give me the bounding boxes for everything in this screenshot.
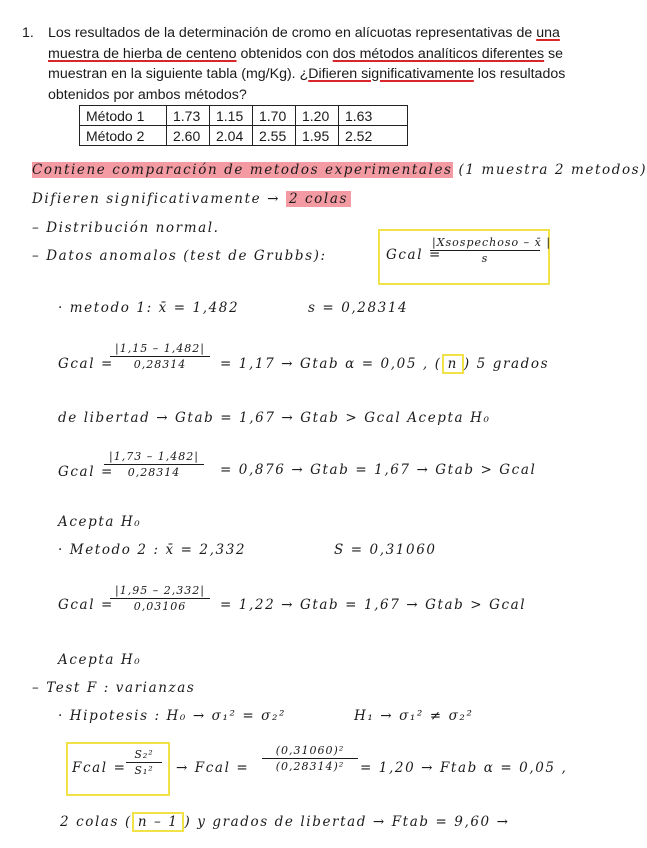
accept-h0-1: Acepta H₀ xyxy=(58,514,142,530)
grubbs-numerator: |Xsospechoso – x̄ | xyxy=(432,236,552,249)
n-box: n xyxy=(442,354,464,374)
f2-fraction: $\frac{\text{(0,31060)²}}{\text{(0,28314)²}}$ xyxy=(262,744,358,773)
method2-mean: · Metodo 2 : x̄ = 2,332 xyxy=(58,542,247,558)
method2-sd: S = 0,31060 xyxy=(334,542,437,558)
highlight-comparison: Contiene comparación de metodos experimentales xyxy=(32,162,453,178)
table-cell: 1.15 xyxy=(210,106,253,126)
table-cell: 1.73 xyxy=(167,106,210,126)
table-row xyxy=(80,126,408,146)
accept-h0-2: Acepta H₀ xyxy=(58,652,142,668)
hypothesis-h1: H₁ → σ₁² ≠ σ₂² xyxy=(354,708,474,724)
note-line-1: Contiene comparación de metodos experimentales (1 muestra 2 metodos) xyxy=(32,162,647,178)
table-cell: 1.20 xyxy=(296,106,339,126)
test-f-heading: – Test F : varianzas xyxy=(32,680,196,696)
question xyxy=(22,23,582,105)
g2-fraction: $\frac{|1,73 - 1,482|}{0,28314}$ xyxy=(104,450,204,479)
g1-result: = 1,17 → Gtab α = 0,05 , ( n ) 5 grados xyxy=(220,356,550,372)
note-line-3: – Distribución normal. xyxy=(32,220,220,236)
row-label: Método 2 xyxy=(80,126,167,146)
f-lhs: Fcal = xyxy=(72,760,127,776)
f-result: = 1,20 → Ftab α = 0,05 , xyxy=(360,760,568,776)
g3-result: = 1,22 → Gtab = 1,67 → Gtab > Gcal xyxy=(220,597,527,613)
grubbs-denominator: s xyxy=(481,252,489,265)
grubbs-fraction xyxy=(430,236,552,265)
question-text: Los resultados de la determinación de cromo en alícuotas representativas de una muestra de hierba de centeno obtenidos con dos métodos analíticos diferentes se muestran en la siguiente tabla (mg/Kg). ¿Difieren significativamente los resultados obtenidos por ambos métodos? xyxy=(48,25,566,103)
g3-fraction: $\frac{|1,95 - 2,332|}{0,03106}$ xyxy=(110,584,210,613)
table-cell: 2.60 xyxy=(167,126,210,146)
table-cell: 1.63 xyxy=(339,106,408,126)
table-cell: 1.95 xyxy=(296,126,339,146)
method1-line3: de libertad → Gtab = 1,67 → Gtab > Gcal Acepta H₀ xyxy=(58,410,491,426)
table-cell: 1.70 xyxy=(253,106,296,126)
table-cell: 2.52 xyxy=(339,126,408,146)
underlined-differ: Difieren significativamente xyxy=(308,66,474,82)
hypothesis-h0: · Hipotesis : H₀ → σ₁² = σ₂² xyxy=(58,708,287,724)
note-line-4: – Datos anomalos (test de Grubbs): xyxy=(32,248,327,264)
table-cell: 2.04 xyxy=(210,126,253,146)
g1-fraction: $\frac{|1,15 - 1,482|}{0,28314}$ xyxy=(110,342,210,371)
underlined-methods: dos métodos analíticos diferentes xyxy=(332,45,545,62)
question-number: 1. xyxy=(22,25,34,41)
underlined-sample: una muestra de hierba de centeno xyxy=(48,25,560,62)
g2-result: = 0,876 → Gtab = 1,67 → Gtab > Gcal xyxy=(220,462,537,478)
g3-lhs: Gcal = xyxy=(58,597,114,613)
method1-sd: s = 0,28314 xyxy=(308,300,409,316)
f-fraction: $\frac{\text{S₂²}}{\text{S₁²}}$ xyxy=(126,748,162,777)
last-line: 2 colas ( n – 1 ) y grados de libertad → Ftab = 9,60 → xyxy=(60,814,510,830)
f-arrow: → Fcal = xyxy=(176,760,250,776)
highlight-two-tails: 2 colas xyxy=(286,191,351,207)
results-table xyxy=(79,105,408,146)
n-minus-1-box: n – 1 xyxy=(132,812,185,832)
note-line-2: Difieren significativamente → 2 colas xyxy=(32,191,351,207)
row-label: Método 1 xyxy=(80,106,167,126)
table-cell: 2.55 xyxy=(253,126,296,146)
g2-lhs: Gcal = xyxy=(58,464,114,480)
g1-lhs: Gcal = xyxy=(58,356,114,372)
method1-mean: · metodo 1: x̄ = 1,482 xyxy=(58,300,240,316)
grubbs-lhs: Gcal = xyxy=(386,247,442,263)
table-row xyxy=(80,106,408,126)
